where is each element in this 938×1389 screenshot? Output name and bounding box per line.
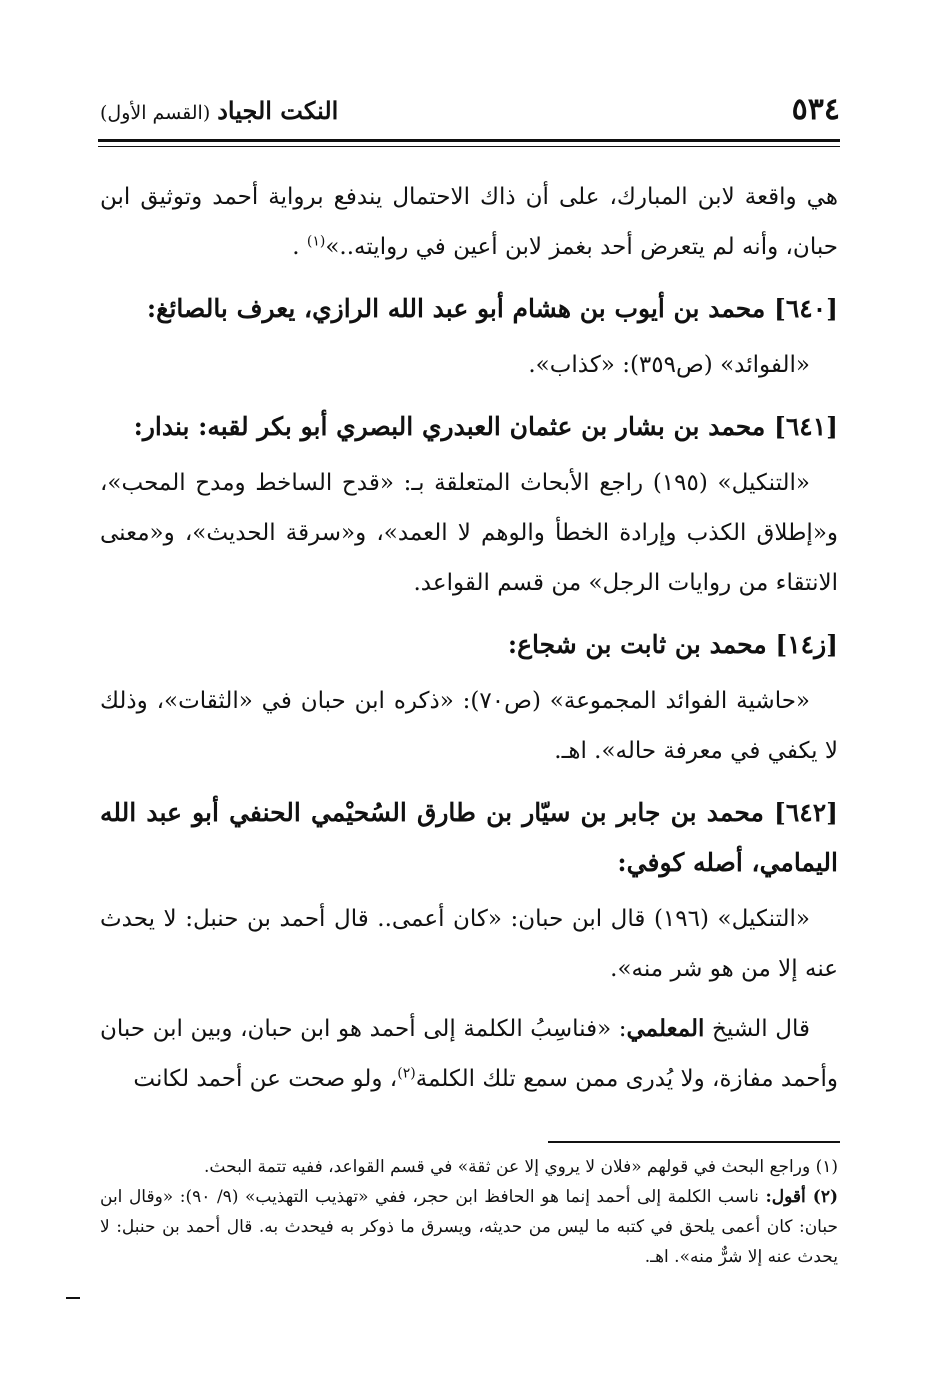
entry-heading-640: [٦٤٠] محمد بن أيوب بن هشام أبو عبد الله الرازي، يعرف بالصائغ: xyxy=(146,294,838,323)
entry-heading-z14: [ز١٤] محمد بن ثابت بن شجاع: xyxy=(507,630,838,659)
margin-mark xyxy=(66,1297,80,1299)
footnote-ref-1: (١) xyxy=(306,233,326,250)
footnote-2-label: (٢) أقول: xyxy=(765,1187,838,1207)
entry-text-z14: «حاشية الفوائد المجموعة» (ص٧٠): «ذكره ابن حبان في «الثقات»، وذلك لا يكفي في معرفة حاله». اهـ. xyxy=(100,688,838,764)
main-text xyxy=(100,172,838,1104)
running-title-sub: (القسم الأول) xyxy=(100,102,211,124)
shaykh-comment xyxy=(100,1004,838,1104)
page-number: ٥٣٤ xyxy=(791,92,840,127)
footnote-2 xyxy=(100,1182,838,1272)
shaykh-comment-end: ، ولو صحت عن أحمد لكانت xyxy=(133,1066,398,1092)
running-title xyxy=(100,96,338,125)
paragraph-continuation xyxy=(100,172,838,272)
entry-text-641: «التنكيل» (١٩٥) راجع الأبحاث المتعلقة بـ: «قدح الساخط ومدح المحب»، و«إطلاق الكذب وإرادة الخطأ والوهم لا العمد»، و«سرقة الحديث»، و«معنى الانتقاء من روايات الرجل» من قسم القواعد. xyxy=(100,470,838,596)
entry-heading-642: [٦٤٢] محمد بن جابر بن سيّار بن طارق السُحيْمي الحنفي أبو عبد الله اليمامي، أصله كوفي: xyxy=(100,798,838,877)
entry-text-642: «التنكيل» (١٩٦) قال ابن حبان: «كان أعمى.. قال أحمد بن حنبل: لا يحدث عنه إلا من هو شر منه». xyxy=(100,906,838,982)
footnote-1: (١) وراجع البحث في قولهم «فلان لا يروي إلا عن ثقة» في قسم القواعد، ففيه تتمة البحث. xyxy=(204,1157,838,1177)
footnotes xyxy=(100,1152,838,1272)
paragraph-continuation-end: . xyxy=(292,234,307,260)
paragraph-continuation-text: هي واقعة لابن المبارك، على أن ذاك الاحتمال يندفع برواية أحمد وتوثيق ابن حبان، وأنه لم يتعرض أحد بغمز لابن أعين في روايته..» xyxy=(100,184,838,260)
header-rule-thin xyxy=(98,146,840,147)
page-header xyxy=(100,90,840,130)
shaykh-comment-start: قال الشيخ xyxy=(704,1016,810,1042)
running-title-main: النكت الجياد xyxy=(217,96,339,125)
footnote-ref-2: (٢) xyxy=(397,1065,416,1082)
shaykh-name: المعلمي xyxy=(626,1015,705,1042)
shaykh-comment-mid: : «فناسِبُ الكلمة إلى أحمد هو ابن حبان، وبين ابن حبان وأحمد مفازة، ولا يُدرى ممن سمع تلك الكلمة xyxy=(100,1016,838,1092)
header-rule-thick xyxy=(98,139,840,142)
footnote-2-text: ناسب الكلمة إلى أحمد إنما هو الحافظ ابن حجر، ففي «تهذيب التهذيب» (٩/ ٩٠): «وقال ابن حبان: كان أعمى يلحق في كتبه ما ليس من حديثه، ويسرق ما ذوكر به فيحدث به. قال أحمد بن حنبل: لا يحدث عنه إلا شرٌّ منه». اهـ. xyxy=(100,1187,838,1267)
footnote-rule xyxy=(548,1141,840,1143)
entry-heading-641: [٦٤١] محمد بن بشار بن عثمان العبدري البصري أبو بكر لقبه: بندار: xyxy=(133,412,838,441)
entry-text-640: «الفوائد» (ص٣٥٩): «كذاب». xyxy=(528,352,810,378)
